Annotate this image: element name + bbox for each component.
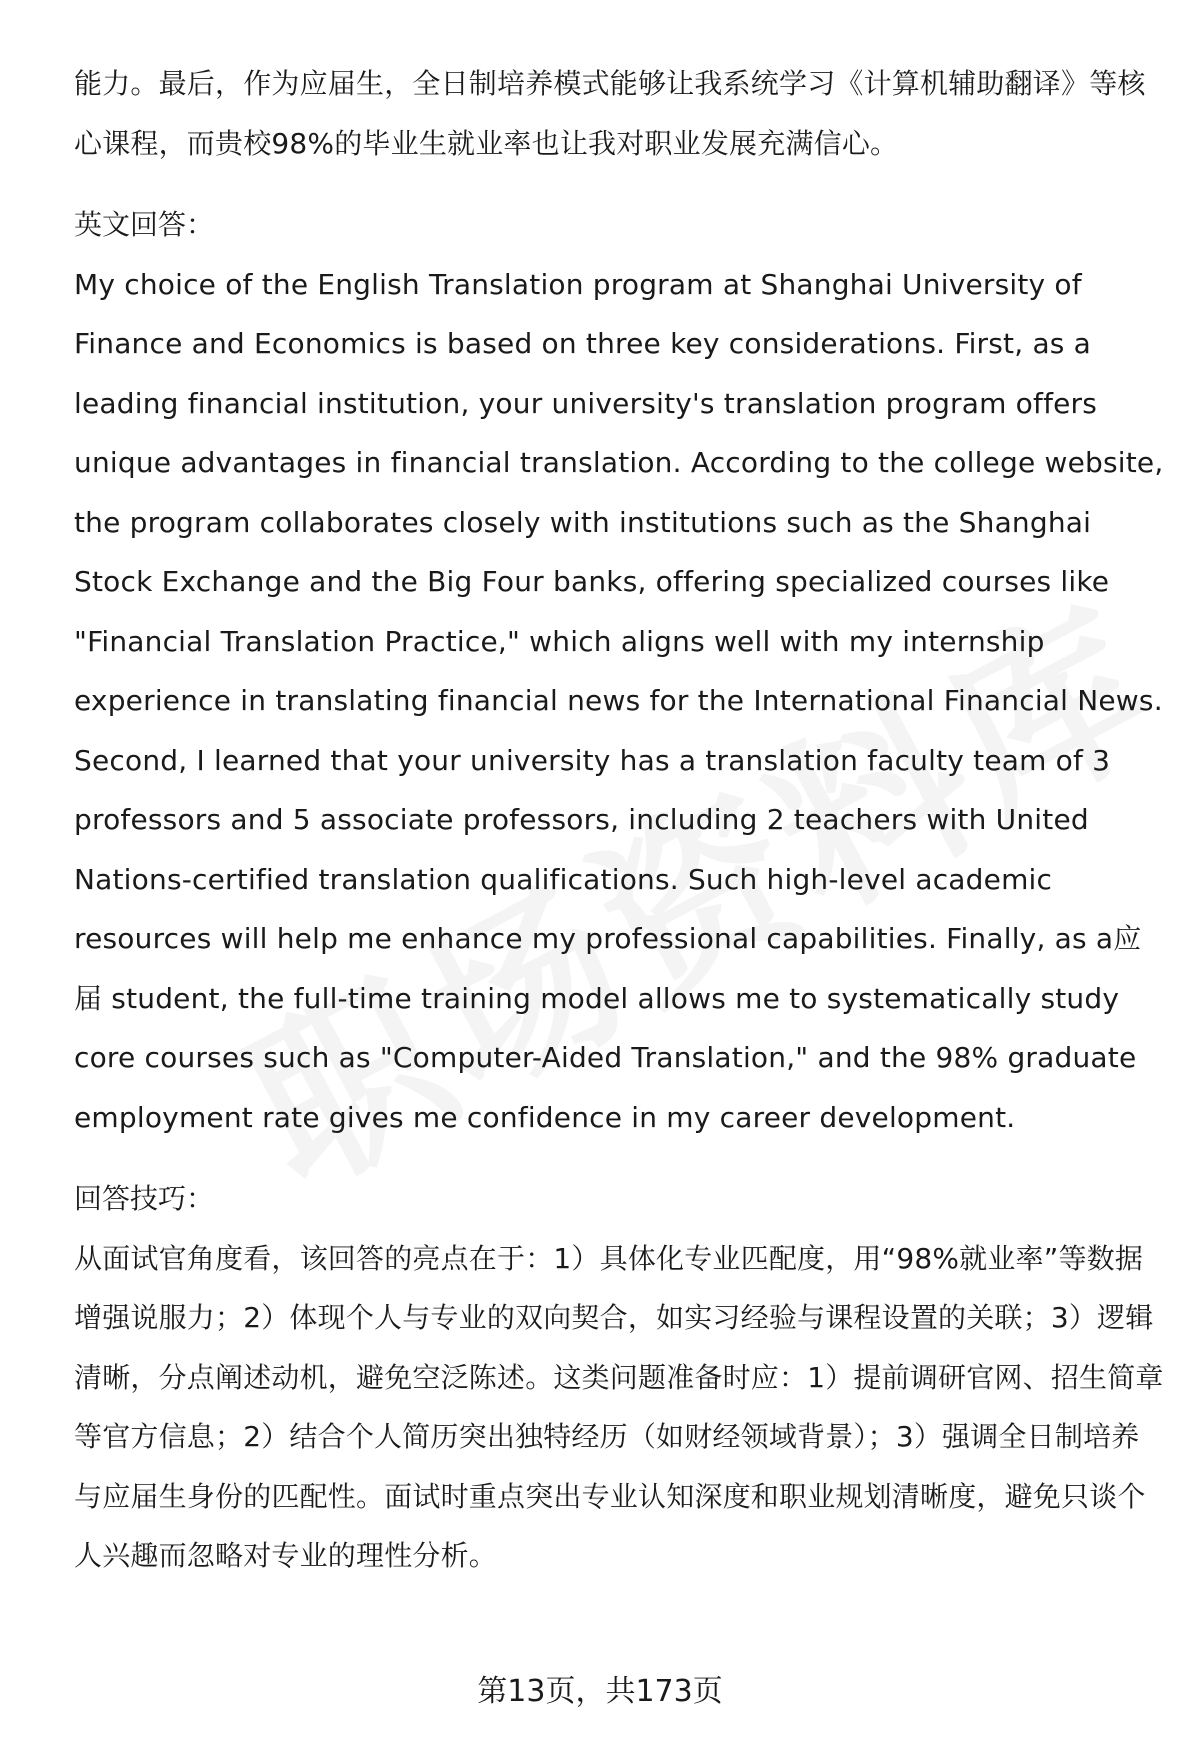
document-body (74, 54, 1164, 1586)
tips-heading: 回答技巧： (74, 1182, 215, 1215)
english-answer-paragraph: My choice of the English Translation program at Shanghai University of Finance and Economics is based on three key considerations. First, as a leading financial institution, your university's translation program offers unique advantages in financial translation. According to the college website, the program collaborates closely with institutions such as the Shanghai Stock Exchange and the Big Four banks, offering specialized courses like "Financial Translation Practice," which aligns well with my internship experience in translating financial news for the International Financial News. Second, I learned that your university has a translation faculty team of 3 professors and 5 associate professors, including 2 teachers with United Nations-certified translation qualifications. Such high-level academic resources will help me enhance my professional capabilities. Finally, as a应届 student, the full-time training model allows me to systematically study core courses such as "Computer-Aided Translation," and the 98% graduate employment rate gives me confidence in my career development. (74, 267, 1164, 1134)
english-answer-heading: 英文回答： (74, 208, 215, 241)
intro-paragraph: 能力。最后，作为应届生，全日制培养模式能够让我系统学习《计算机辅助翻译》等核心课程，而贵校98%的毕业生就业率也让我对职业发展充满信心。 (74, 67, 1146, 160)
spacer (74, 173, 1164, 195)
page-number: 第13页，共173页 (477, 1674, 723, 1709)
spacer (74, 1147, 1164, 1169)
tips-paragraph: 从面试官角度看，该回答的亮点在于：1）具体化专业匹配度，用“98%就业率”等数据增强说服力；2）体现个人与专业的双向契合，如实习经验与课程设置的关联；3）逻辑清晰，分点阐述动机，避免空泛陈述。这类问题准备时应：1）提前调研官网、招生简章等官方信息；2）结合个人简历突出独特经历（如财经领域背景）；3）强调全日制培养与应届生身份的匹配性。面试时重点突出专业认知深度和职业规划清晰度，避免只谈个人兴趣而忽略对专业的理性分析。 (74, 1241, 1164, 1572)
